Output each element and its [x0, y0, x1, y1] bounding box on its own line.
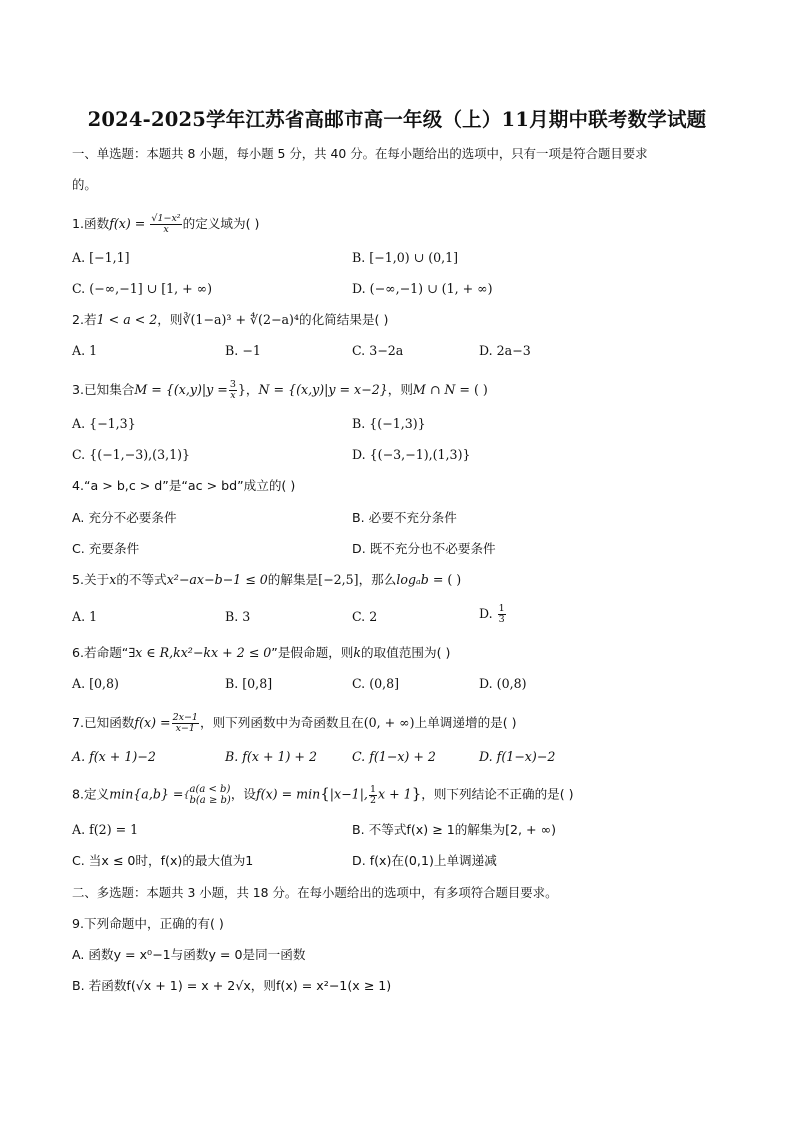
question-2-stem: 2.若1 < a < 2，则∛(1−a)³ + ∜(2−a)⁴的化简结果是( )	[72, 312, 389, 327]
fraction: $\frac{1}{3}$	[498, 603, 505, 625]
question-6-option-d: D. (0,8)	[479, 676, 527, 691]
question-8-option-d: D. f(x)在(0,1)上单调递减	[352, 853, 497, 868]
question-4-option-b: B. 必要不充分条件	[352, 510, 457, 525]
question-5-option-b: B. 3	[225, 609, 251, 624]
question-7-stem: 7.已知函数f(x) = $\frac{2x-1}{x-1}$ ，则下列函数中为奇函数且在(0, + ∞)上单调递增的是( )	[72, 712, 517, 734]
question-1-option-d: D. (−∞,−1) ∪ (1, + ∞)	[352, 281, 493, 296]
question-4-stem: 4.“a > b,c > d”是“ac > bd”成立的( )	[72, 478, 296, 493]
question-7-option-c: C. f(1−x) + 2	[352, 749, 436, 764]
question-8-option-c: C. 当x ≤ 0时，f(x)的最大值为1	[72, 853, 254, 868]
fraction: $\frac{2x-1}{x-1}$	[172, 712, 198, 734]
question-7-option-b: B. f(x + 1) + 2	[225, 749, 317, 764]
question-1-option-c: C. (−∞,−1] ∪ [1, + ∞)	[72, 281, 213, 296]
question-4-option-a: A. 充分不必要条件	[72, 510, 177, 525]
section-2-instructions: 二、多选题：本题共 3 小题，共 18 分。在每小题给出的选项中，有多项符合题目要求。	[72, 885, 558, 900]
question-8-stem: 8.定义min{a,b} ={ a(a < b) b(a ≥ b) ，设f(x) = min{|x−1|, $\frac{1}{2}$ x + 1}，则下列结论不正确的是( )	[72, 783, 574, 806]
question-7-option-a: A. f(x + 1)−2	[72, 749, 156, 764]
question-6-stem: 6.若命题“∃x ∈ R,kx²−kx + 2 ≤ 0”是假命题，则k的取值范围为( )	[72, 645, 451, 660]
question-2-option-c: C. 3−2a	[352, 343, 404, 358]
question-4-option-c: C. 充要条件	[72, 541, 140, 556]
question-6-option-a: A. [0,8)	[72, 676, 119, 691]
question-3-option-d: D. {(−3,−1),(1,3)}	[352, 447, 471, 462]
question-2-option-b: B. −1	[225, 343, 261, 358]
section-1-instructions-cont: 的。	[72, 177, 97, 192]
question-9-option-b: B. 若函数f(√x + 1) = x + 2√x，则f(x) = x²−1(x ≥ 1)	[72, 978, 392, 993]
question-8-option-a: A. f(2) = 1	[72, 822, 139, 837]
fraction: $\frac{\text{√1−x²}}{x}$	[151, 213, 181, 235]
page-title: 2024-2025学年江苏省高邮市高一年级（上）11月期中联考数学试题	[87, 108, 707, 131]
question-4-option-d: D. 既不充分也不必要条件	[352, 541, 496, 556]
question-9-stem: 9.下列命题中，正确的有( )	[72, 916, 224, 931]
question-7-option-d: D. f(1−x)−2	[479, 749, 556, 764]
question-8-option-b: B. 不等式f(x) ≥ 1的解集为[2, + ∞)	[352, 822, 556, 837]
question-3-option-a: A. {−1,3}	[72, 416, 136, 431]
question-3-option-b: B. {(−1,3)}	[352, 416, 426, 431]
question-5-option-d: D. $\frac{1}{3}$	[479, 603, 505, 625]
question-2-option-a: A. 1	[72, 343, 98, 358]
question-1-option-a: A. [−1,1]	[72, 250, 130, 265]
question-9-option-a: A. 函数y = x⁰−1与函数y = 0是同一函数	[72, 947, 306, 962]
piecewise-cases: { a(a < b) b(a ≥ b)	[183, 784, 231, 806]
question-1-option-b: B. [−1,0) ∪ (0,1]	[352, 250, 459, 265]
question-6-option-c: C. (0,8]	[352, 676, 400, 691]
fraction: $\frac{1}{2}$	[369, 783, 376, 806]
question-3-option-c: C. {(−1,−3),(3,1)}	[72, 447, 191, 462]
question-5-stem: 5.关于x的不等式x²−ax−b−1 ≤ 0的解集是[−2,5]，那么logₐb = ( )	[72, 572, 462, 587]
section-1-instructions: 一、单选题：本题共 8 小题，每小题 5 分，共 40 分。在每小题给出的选项中，只有一项是符合题目要求	[72, 146, 648, 161]
fraction: $\frac{3}{x}$	[229, 379, 236, 401]
question-5-option-c: C. 2	[352, 609, 378, 624]
question-5-option-a: A. 1	[72, 609, 98, 624]
question-3-stem: 3.已知集合M = {(x,y)|y = $\frac{3}{x}$ }，N = {(x,y)|y = x−2}，则M ∩ N = ( )	[72, 379, 488, 401]
question-1-stem: 1.函数f(x) = $\frac{\text{√1−x²}}{x}$ 的定义域为( )	[72, 213, 260, 235]
question-6-option-b: B. [0,8]	[225, 676, 273, 691]
question-2-option-d: D. 2a−3	[479, 343, 531, 358]
